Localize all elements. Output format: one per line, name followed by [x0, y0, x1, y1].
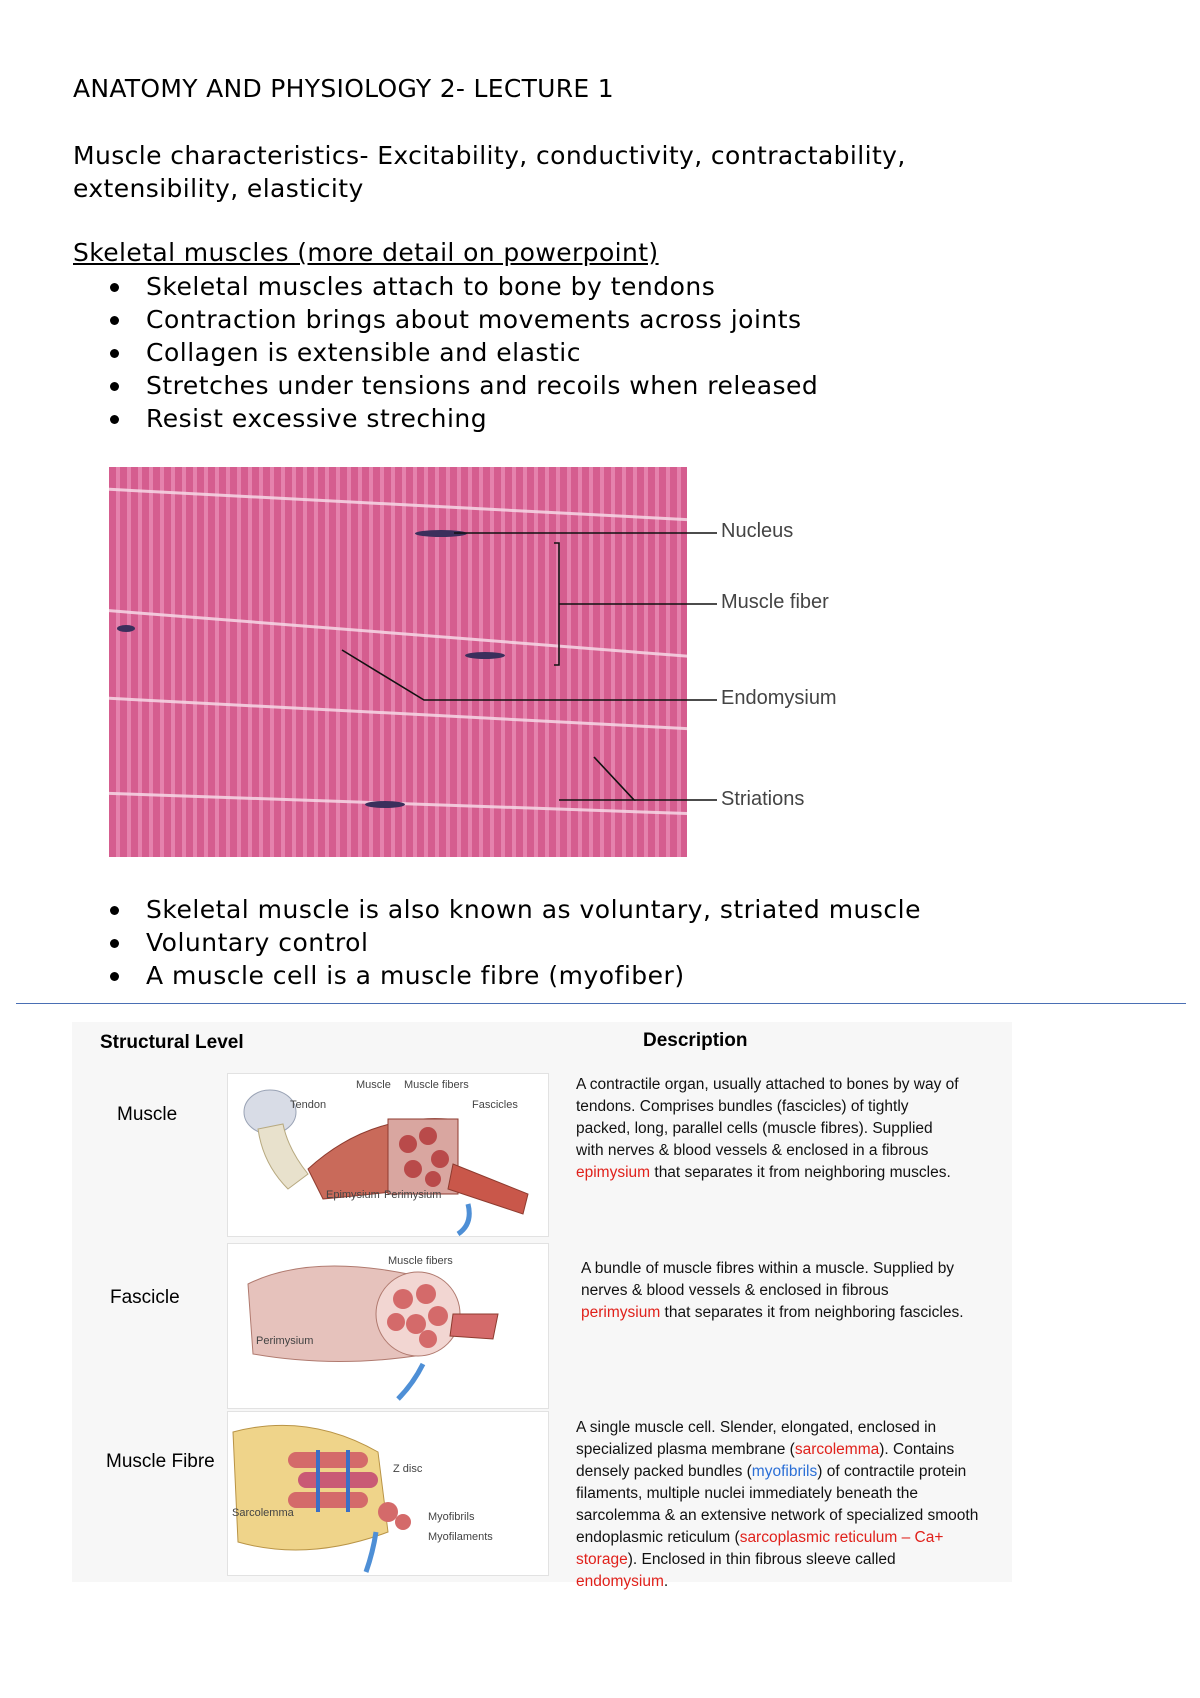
list-item	[73, 303, 818, 336]
bullet-icon	[110, 382, 119, 391]
bullet-icon	[110, 906, 119, 915]
header-structural-level: Structural Level	[100, 1032, 244, 1053]
label-sarcolemma: Sarcolemma	[232, 1507, 294, 1519]
label-perimysium: Perimysium	[384, 1189, 442, 1201]
list-item	[73, 369, 818, 402]
list-item-text: Stretches under tensions and recoils when released	[146, 371, 819, 400]
level-muscle: Muscle	[117, 1104, 178, 1125]
list-item-text: Contraction brings about movements across joints	[146, 305, 802, 334]
list-item	[73, 926, 921, 959]
label-epimysium: Epimysium	[326, 1189, 380, 1201]
description-fascicle: A bundle of muscle fibres within a muscle. Supplied by nerves & blood vessels & enclosed in fibrous perimysium that separates it from neighboring fascicles.	[581, 1260, 964, 1321]
label-muscle-fibers: Muscle fibers	[404, 1079, 469, 1091]
list-item	[73, 402, 818, 435]
label-muscle: Muscle	[356, 1079, 391, 1091]
muscle-illustration	[227, 1073, 549, 1237]
muscle-characteristics: Muscle characteristics- Excitability, conductivity, contractability, extensibility, elasticity	[73, 141, 906, 203]
list-item-text: Voluntary control	[146, 928, 369, 957]
list-item	[73, 336, 818, 369]
bullet-list-top	[73, 270, 818, 435]
level-fascicle: Fascicle	[110, 1287, 180, 1308]
bullet-icon	[110, 283, 119, 292]
label-nucleus: Nucleus	[721, 520, 794, 542]
description-muscle-fibre: A single muscle cell. Slender, elongated, enclosed in specialized plasma membrane (sarcolemma). Contains densely packed bundles (myofibrils) of contractile protein filaments, multiple nuclei immediately beneath the sarcolemma & an extensive network of specialized smooth endoplasmic reticulum (sarcoplasmic reticulum – Ca+ storage). Enclosed in thin fibrous sleeve called endomysium.	[576, 1419, 979, 1590]
description-muscle: A contractile organ, usually attached to bones by way of tendons. Comprises bundles (fascicles) of tightly packed, long, parallel cells (muscle fibres). Supplied with nerves & blood vessels & enclosed in a fibrous epimysium that separates it from neighboring muscles.	[576, 1076, 959, 1181]
list-item-text: A muscle cell is a muscle fibre (myofiber)	[146, 961, 685, 990]
label-endomysium: Endomysium	[721, 687, 837, 709]
level-muscle-fibre: Muscle Fibre	[106, 1451, 215, 1472]
fascicle-illustration	[227, 1243, 549, 1409]
skeletal-muscles-heading: Skeletal muscles (more detail on powerpoint)	[73, 238, 659, 267]
list-item	[73, 959, 921, 992]
page-title: ANATOMY AND PHYSIOLOGY 2- LECTURE 1	[73, 74, 614, 103]
bullet-icon	[110, 415, 119, 424]
label-myofibrils: Myofibrils	[428, 1511, 475, 1523]
list-item-text: Skeletal muscle is also known as voluntary, striated muscle	[146, 895, 921, 924]
label-muscle-fibers: Muscle fibers	[388, 1255, 453, 1267]
list-item-text: Resist excessive streching	[146, 404, 488, 433]
label-striations: Striations	[721, 788, 805, 810]
bullet-list-bottom	[73, 893, 921, 992]
label-myofilaments: Myofilaments	[428, 1531, 493, 1543]
label-perimysium: Perimysium	[256, 1335, 314, 1347]
section-divider	[16, 1003, 1186, 1004]
bullet-icon	[110, 316, 119, 325]
structural-level-figure	[72, 1022, 1012, 1590]
list-item-text: Collagen is extensible and elastic	[146, 338, 581, 367]
label-fascicles: Fascicles	[472, 1099, 518, 1111]
list-item	[73, 270, 818, 303]
label-z-disc: Z disc	[393, 1463, 423, 1475]
bullet-icon	[110, 972, 119, 981]
header-description: Description	[643, 1030, 748, 1051]
list-item	[73, 893, 921, 926]
muscle-fibre-illustration	[227, 1411, 549, 1576]
label-tendon: Tendon	[290, 1099, 327, 1111]
bullet-icon	[110, 939, 119, 948]
list-item-text: Skeletal muscles attach to bone by tendons	[146, 272, 716, 301]
label-muscle-fiber: Muscle fiber	[721, 591, 829, 613]
bullet-icon	[110, 349, 119, 358]
